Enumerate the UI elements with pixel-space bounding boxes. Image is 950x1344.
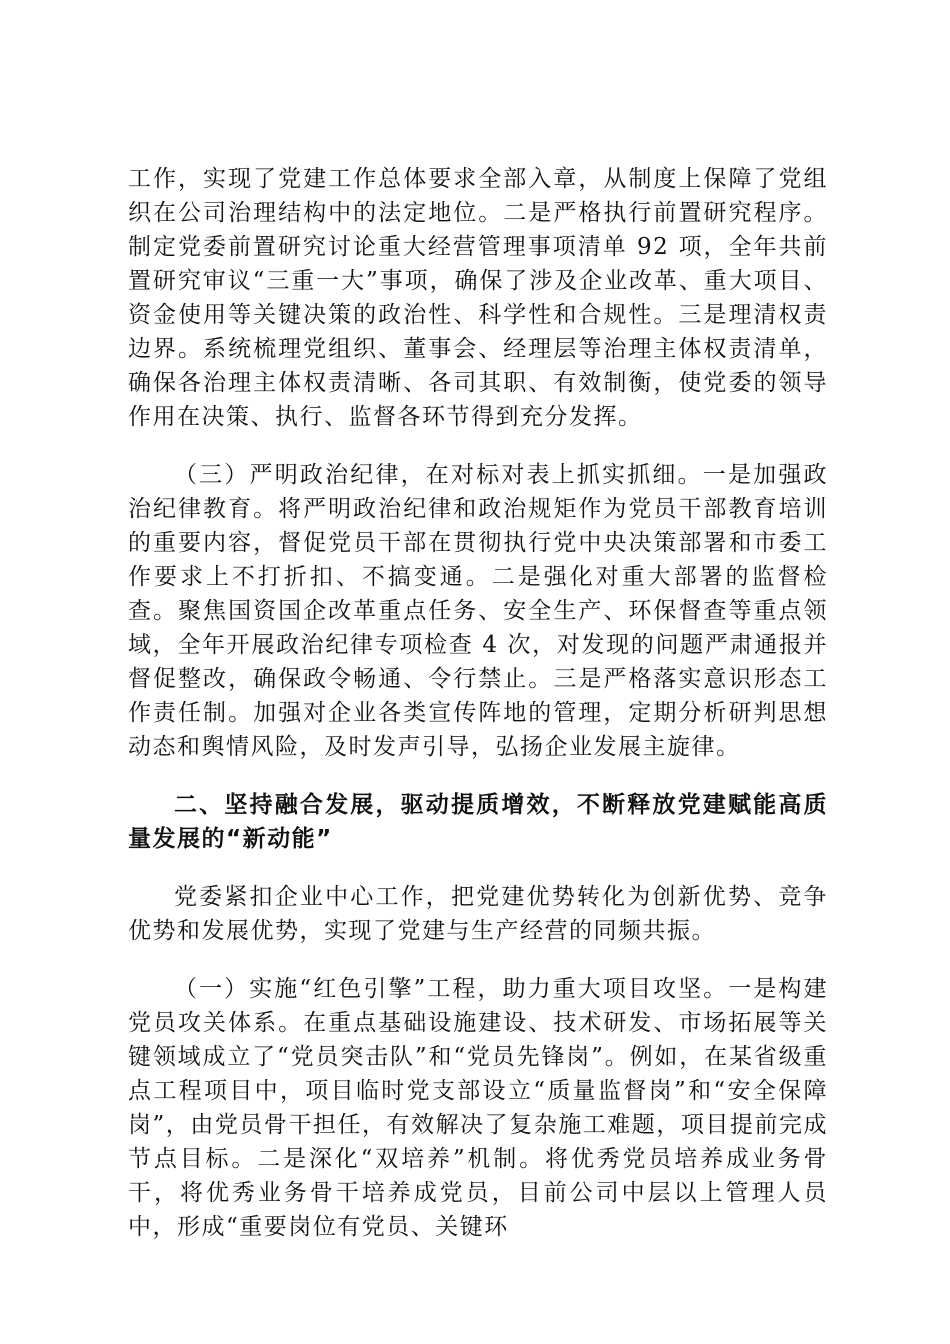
- paragraph-red-engine-project: （一）实施“红色引擎”工程，助力重大项目攻坚。一是构建党员攻关体系。在重点基础设施建设、技术研发、市场拓展等关键领域成立了“党员突击队”和“党员先锋岗”。例如，在某省级重点工程项目中，项目临时党支部设立“质量监督岗”和“安全保障岗”，由党员骨干担任，有效解决了复杂施工难题，项目提前完成节点目标。二是深化“双培养”机制。将优秀党员培养成业务骨干，将优秀业务骨干培养成党员，目前公司中层以上管理人员中，形成“重要岗位有党员、关键环: [128, 976, 828, 1240]
- paragraph-political-discipline: （三）严明政治纪律，在对标对表上抓实抓细。一是加强政治纪律教育。将严明政治纪律和政治规矩作为党员干部教育培训的重要内容，督促党员干部在贯彻执行党中央决策部署和市委工作要求上不打折扣、不搞变通。二是强化对重大部署的监督检查。聚焦国资国企改革重点任务、安全生产、环保督查等重点领域，全年开展政治纪律专项检查 4 次，对发现的问题严肃通报并督促整改，确保政令畅通、令行禁止。三是严格落实意识形态工作责任制。加强对企业各类宣传阵地的管理，定期分析研判思想动态和舆情风险，及时发声引导，弘扬企业发展主旋律。: [128, 462, 828, 760]
- document-page: [128, 162, 828, 1244]
- paragraph-governance-continued: 工作，实现了党建工作总体要求全部入章，从制度上保障了党组织在公司治理结构中的法定地位。二是严格执行前置研究程序。制定党委前置研究讨论重大经营管理事项清单 92 项，全年共前置研究审议“三重一大”事项，确保了涉及企业改革、重大项目、资金使用等关键决策的政治性、科学性和合规性。三是理清权责边界。系统梳理党组织、董事会、经理层等治理主体权责清单，确保各治理主体权责清晰、各司其职、有效制衡，使党委的领导作用在决策、执行、监督各环节得到充分发挥。: [128, 166, 828, 430]
- section-heading-integrated-development: 二、坚持融合发展，驱动提质增效，不断释放党建赋能高质量发展的“新动能”: [128, 792, 828, 852]
- paragraph-section-intro: 党委紧扣企业中心工作，把党建优势转化为创新优势、竞争优势和发展优势，实现了党建与生产经营的同频共振。: [128, 884, 828, 944]
